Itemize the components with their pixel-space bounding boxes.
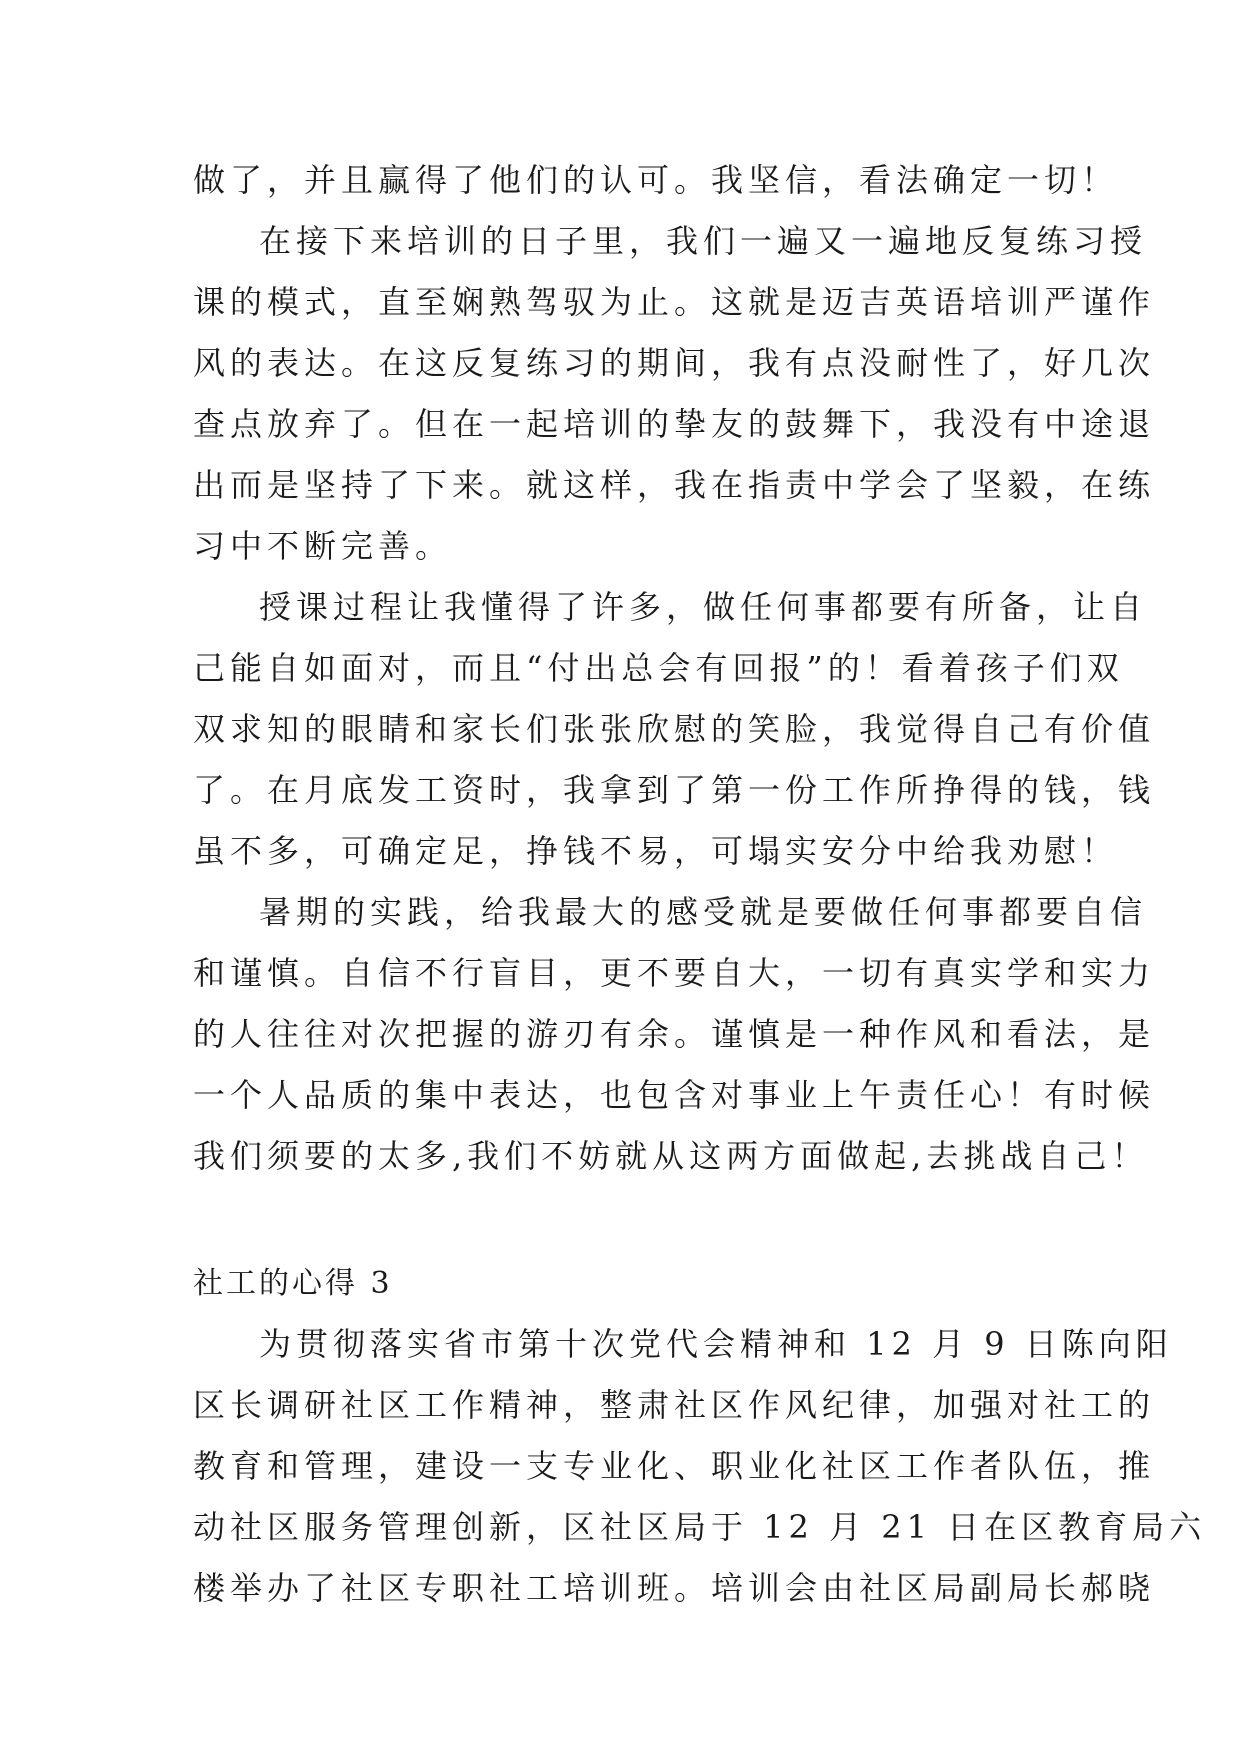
section-heading: 社工的心得 3 [193, 1266, 393, 1301]
paragraph-line: 虽不多，可确定足，挣钱不易，可塌实安分中给我劝慰！ [193, 832, 1119, 870]
paragraph-line: 查点放弃了。但在一起培训的挚友的鼓舞下，我没有中途退 [193, 405, 1156, 443]
paragraph-line: 的人往往对次把握的游刃有余。谨慎是一种作风和看法，是 [193, 1015, 1156, 1053]
paragraph-line: 做了，并且赢得了他们的认可。我坚信，看法确定一切！ [193, 161, 1119, 199]
paragraph-line: 了。在月底发工资时，我拿到了第一份工作所挣得的钱，钱 [193, 771, 1156, 809]
paragraph-line: 暑期的实践，给我最大的感受就是要做任何事都要自信 [259, 893, 1148, 931]
section-gap [193, 1187, 1053, 1253]
paragraph-line: 动社区服务管理创新，区社区局于 12 月 21 日在区教育局六 [193, 1508, 1207, 1546]
paragraph-line: 课的模式，直至娴熟驾驭为止。这就是迈吉英语培训严谨作 [193, 283, 1156, 321]
paragraph-line: 风的表达。在这反复练习的期间，我有点没耐性了，好几次 [193, 344, 1156, 382]
paragraph-line: 出而是坚持了下来。就这样，我在指责中学会了坚毅，在练 [193, 466, 1156, 504]
paragraph-line: 为贯彻落实省市第十次党代会精神和 12 月 9 日陈向阳 [259, 1325, 1173, 1363]
paragraph-line: 楼举办了社区专职社工培训班。培训会由社区局副局长郝晓 [193, 1569, 1156, 1607]
paragraph-line: 己能自如面对，而且“付出总会有回报”的！看着孩子们双 [193, 649, 1124, 687]
paragraph-line: 和谨慎。自信不行盲目，更不要自大，一切有真实学和实力 [193, 954, 1156, 992]
paragraph-line: 双求知的眼睛和家长们张张欣慰的笑脸，我觉得自己有价值 [193, 710, 1156, 748]
paragraph-line: 一个人品质的集中表达，也包含对事业上午责任心！有时候 [193, 1076, 1156, 1114]
paragraph-line: 授课过程让我懂得了许多，做任何事都要有所备，让自 [259, 588, 1148, 626]
paragraph-line: 教育和管理，建设一支专业化、职业化社区工作者队伍，推 [193, 1447, 1156, 1485]
paragraph-line: 我们须要的太多,我们不妨就从这两方面做起,去挑战自己！ [193, 1137, 1149, 1175]
paragraph-line: 区长调研社区工作精神，整肃社区作风纪律，加强对社工的 [193, 1386, 1156, 1424]
paragraph-line: 习中不断完善。 [193, 527, 453, 565]
paragraph-line: 在接下来培训的日子里，我们一遍又一遍地反复练习授 [259, 222, 1148, 260]
document-page [193, 150, 1207, 1619]
